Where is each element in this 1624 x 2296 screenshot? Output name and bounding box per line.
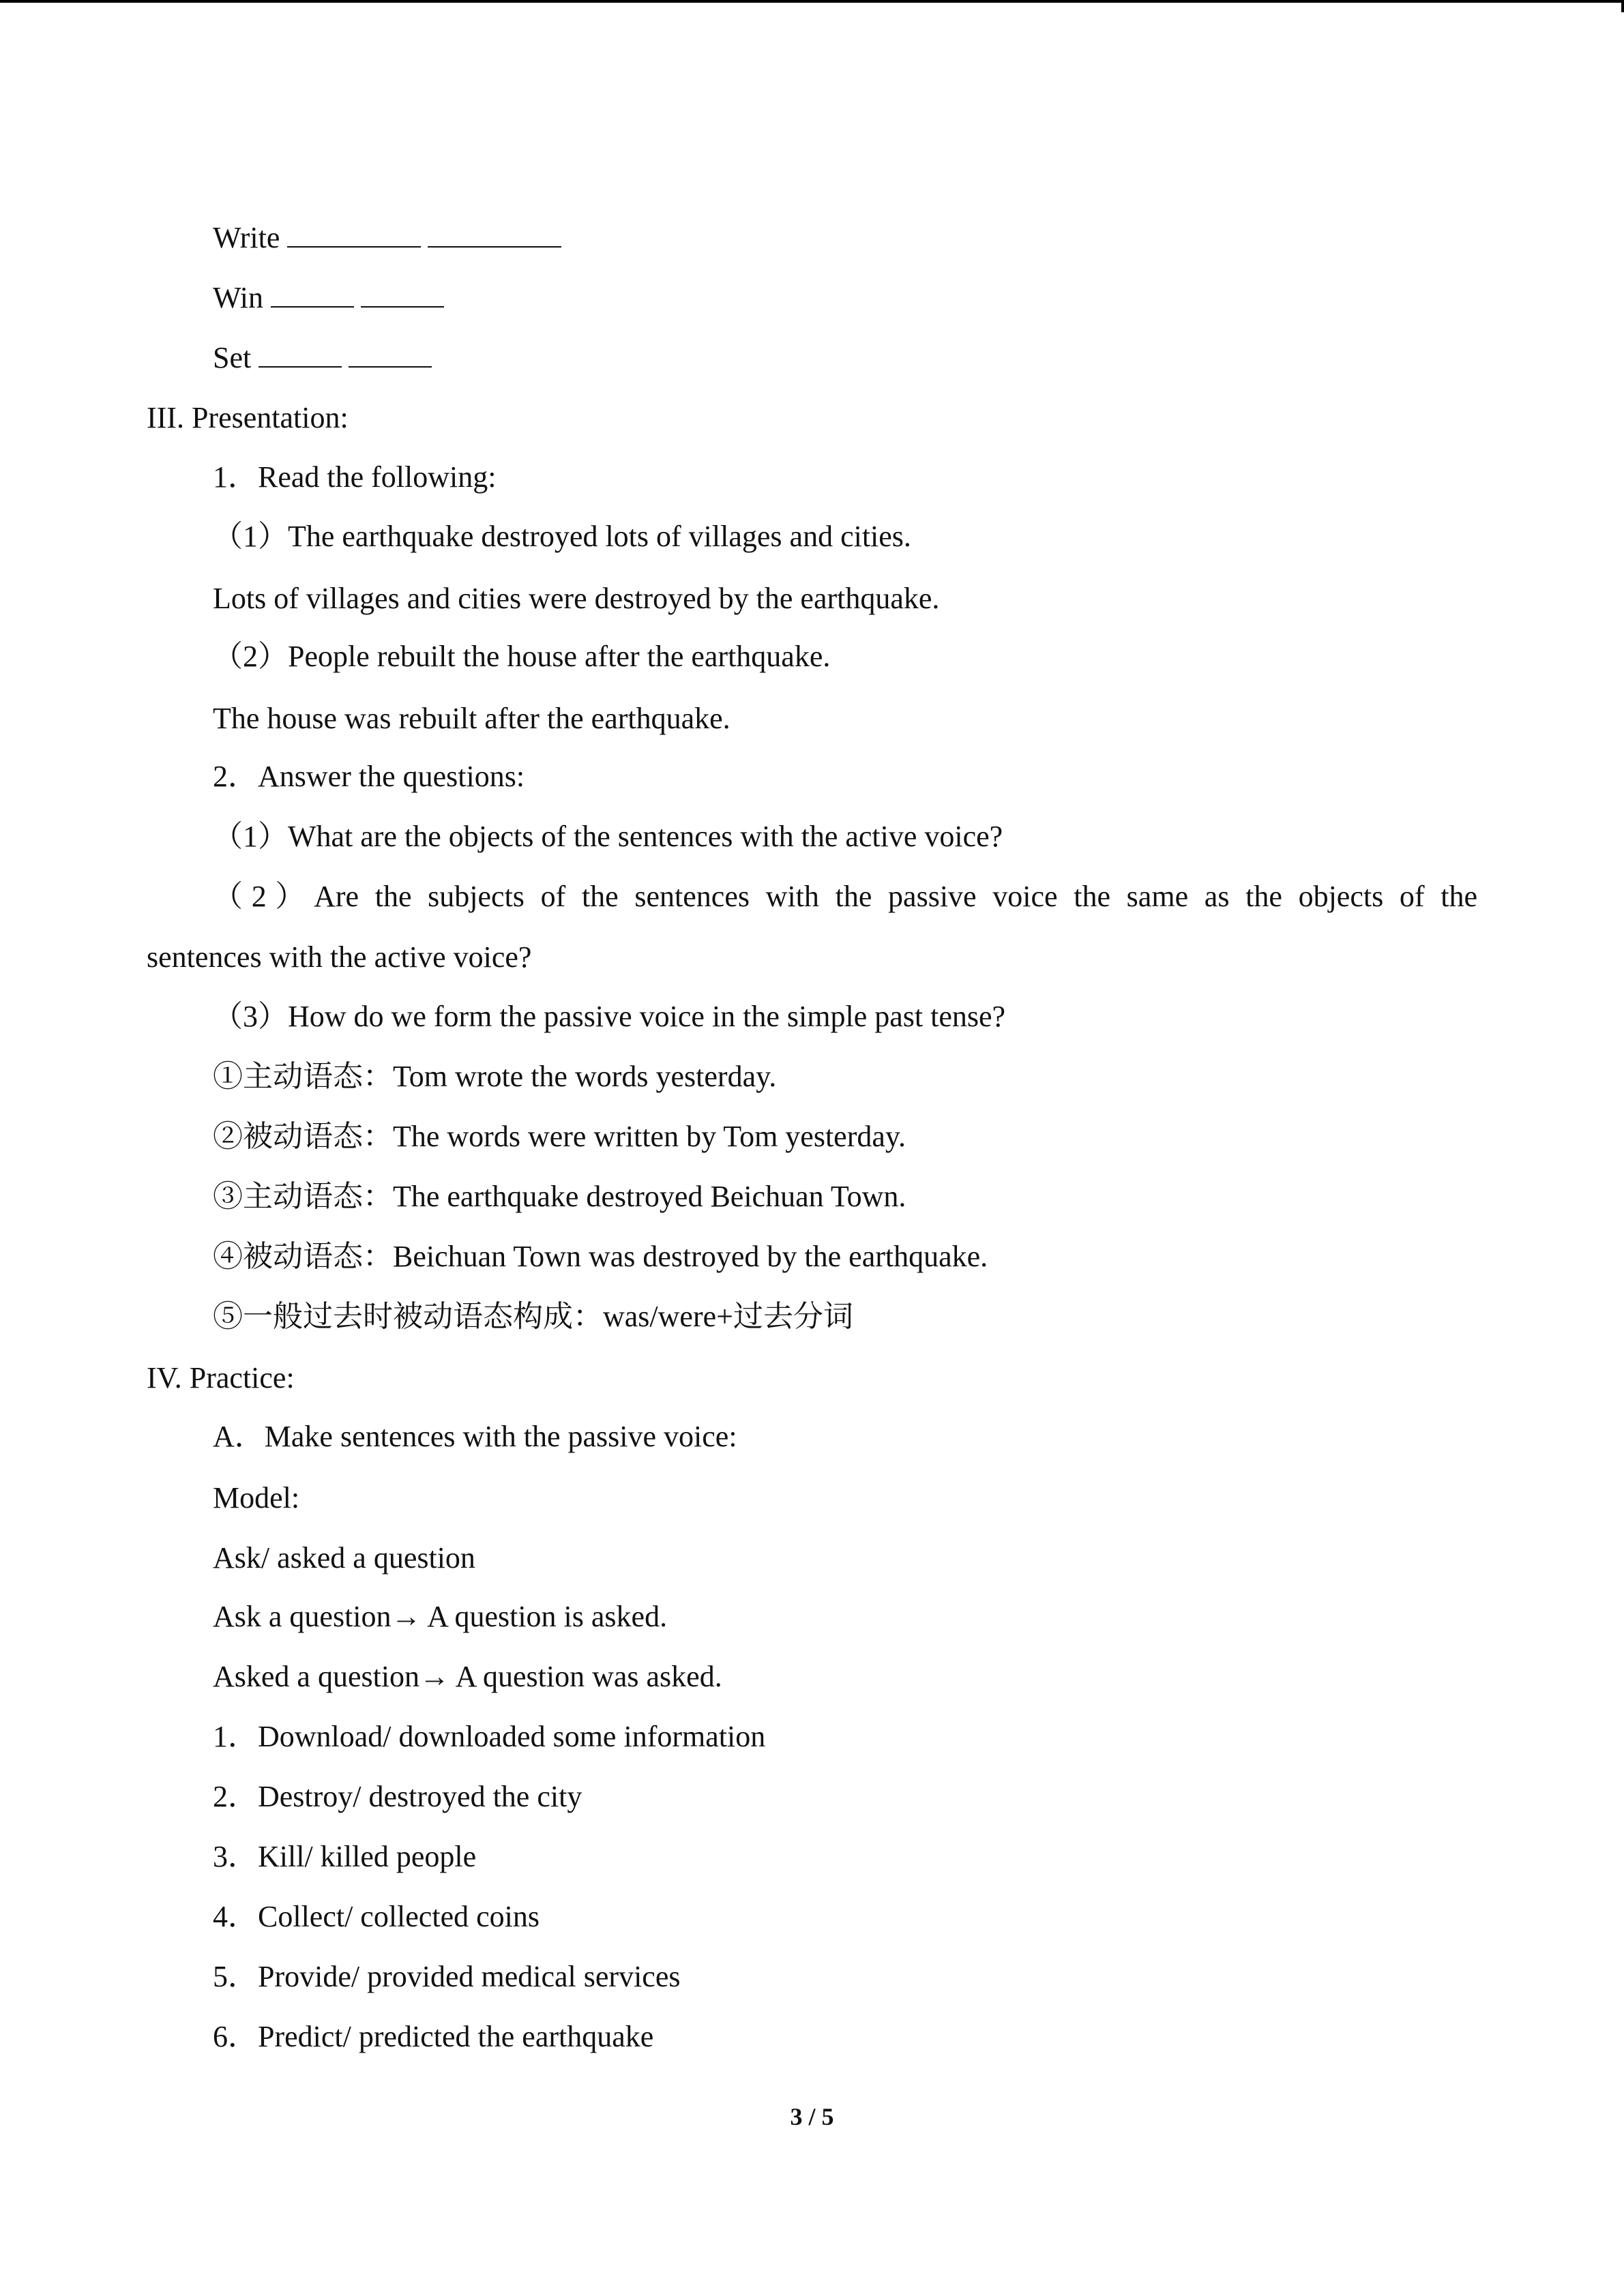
section-heading-presentation: III. Presentation:	[147, 401, 349, 434]
word-win: Win	[213, 281, 263, 314]
example-1-active: ①主动语态：Tom wrote the words yesterday.	[213, 1060, 777, 1093]
practice-item-3: 3．Kill/ killed people	[213, 1840, 477, 1873]
practice-item-4: 4．Collect/ collected coins	[213, 1900, 540, 1933]
question-2-line-2: sentences with the active voice?	[147, 940, 532, 974]
practice-task-a: A．Make sentences with the passive voice:	[213, 1420, 737, 1453]
blank-win-2	[361, 282, 444, 308]
question-1: （1）What are the objects of the sentences with the active voice?	[213, 820, 1003, 853]
example-3-active: ③主动语态：The earthquake destroyed Beichuan Town.	[213, 1180, 906, 1213]
blank-set-1	[259, 342, 342, 368]
example-2-passive: ②被动语态：The words were written by Tom yesterday.	[213, 1120, 906, 1153]
presentation-item-1: 1．Read the following:	[213, 460, 497, 494]
question-2-line-1: （2）Are the subjects of the sentences with the passive voice the same as the objects of the	[213, 880, 1477, 913]
example-4-passive: ④被动语态：Beichuan Town was destroyed by the earthquake.	[213, 1240, 988, 1273]
question-3: （3）How do we form the passive voice in the simple past tense?	[213, 1000, 1006, 1033]
sentence-1-passive: Lots of villages and cities were destroyed by the earthquake.	[213, 582, 940, 615]
sentence-1-active: （1）The earthquake destroyed lots of villages and cities.	[213, 520, 911, 553]
right-border-mark	[1621, 0, 1624, 12]
model-label: Model:	[213, 1481, 300, 1515]
section-heading-practice: IV. Practice:	[147, 1361, 295, 1395]
word-win-row	[213, 280, 444, 316]
practice-item-5: 5．Provide/ provided medical services	[213, 1960, 681, 1993]
practice-item-1: 1．Download/ downloaded some information	[213, 1720, 766, 1753]
blank-write-1	[287, 222, 421, 248]
blank-write-2	[428, 222, 561, 248]
blank-set-2	[349, 342, 432, 368]
sentence-2-passive: The house was rebuilt after the earthquake.	[213, 702, 730, 735]
example-5-structure: ⑤一般过去时被动语态构成：was/were+过去分词	[213, 1300, 853, 1333]
word-write: Write	[213, 221, 280, 254]
top-border	[0, 0, 1624, 3]
presentation-item-2: 2．Answer the questions:	[213, 760, 525, 793]
word-write-row	[213, 220, 561, 256]
sentence-2-active: （2）People rebuilt the house after the earthquake.	[213, 640, 831, 673]
model-line-3: Asked a question→ A question was asked.	[213, 1660, 722, 1693]
model-line-2: Ask a question→ A question is asked.	[213, 1600, 668, 1633]
blank-win-1	[271, 282, 354, 308]
word-set: Set	[213, 341, 252, 374]
word-set-row	[213, 340, 432, 376]
practice-item-2: 2．Destroy/ destroyed the city	[213, 1780, 582, 1813]
page-number: 3 / 5	[790, 2103, 834, 2130]
model-line-1: Ask/ asked a question	[213, 1541, 475, 1575]
practice-item-6: 6．Predict/ predicted the earthquake	[213, 2020, 654, 2053]
